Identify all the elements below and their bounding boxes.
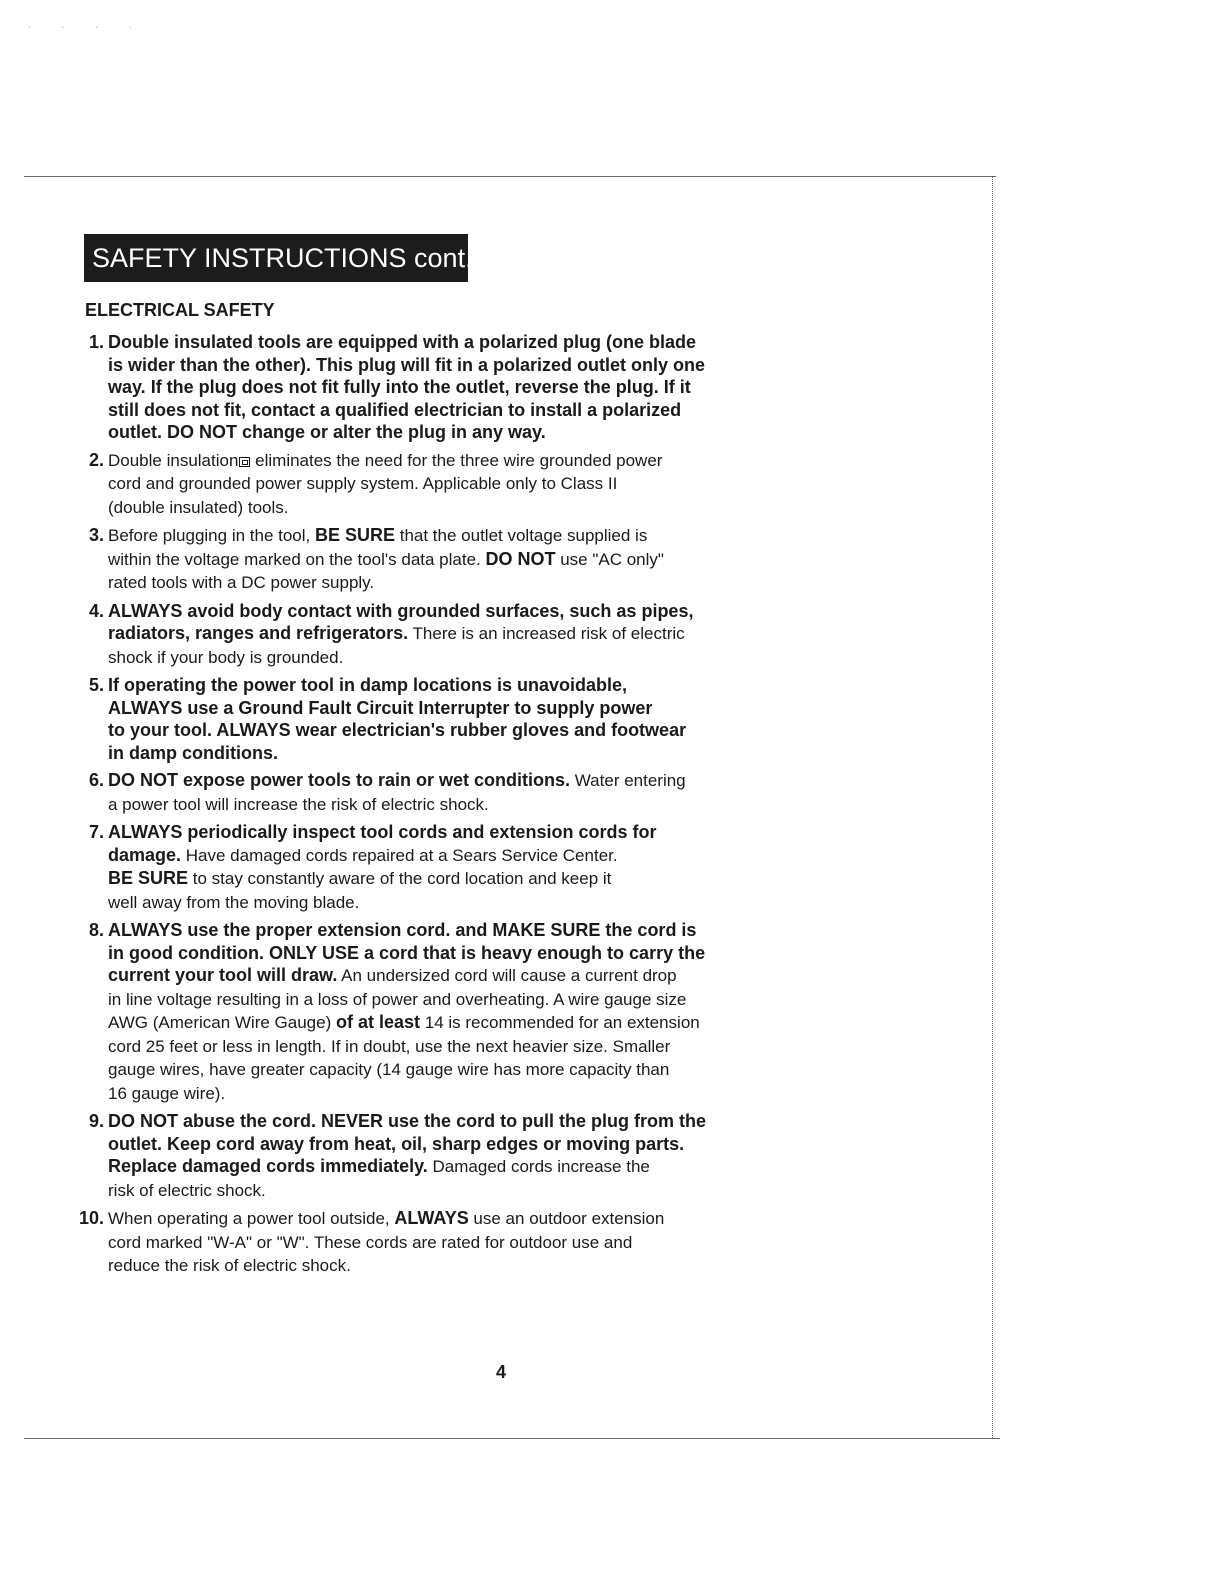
body-text: well away from the moving blade. [108, 892, 360, 912]
item-line [108, 646, 834, 670]
bold-text: DO NOT [485, 548, 556, 569]
body-text: reduce the risk of electric shock. [108, 1256, 351, 1275]
list-item [74, 449, 834, 520]
list-item [74, 919, 834, 1105]
bold-text: DO NOT abuse the cord. NEVER use the cord to pull the plug from the [108, 1111, 707, 1131]
section-banner: SAFETY INSTRUCTIONS cont. [84, 234, 468, 282]
list-item [74, 600, 834, 670]
item-number: 9. [88, 1111, 104, 1131]
item-line [108, 1207, 834, 1231]
body-text: to stay constantly aware of the cord location and keep it [188, 869, 612, 888]
body-text: a power tool will increase the risk of electric shock. [108, 794, 489, 814]
item-line [108, 769, 834, 793]
item-line [108, 1035, 834, 1059]
list-item [74, 331, 834, 444]
item-line [108, 793, 834, 817]
item-line [108, 1133, 834, 1156]
body-text: Have damaged cords repaired at a Sears Service Center. [181, 845, 618, 865]
item-line [108, 988, 834, 1012]
list-item [74, 674, 834, 764]
bold-text: If operating the power tool in damp locations is unavoidable, [108, 675, 628, 695]
body-text: use an outdoor extension [468, 1209, 665, 1228]
item-line [108, 600, 834, 623]
bold-text: ALWAYS periodically inspect tool cords and extension cords for [108, 822, 657, 842]
body-text: eliminates the need for the three wire grounded power [250, 450, 663, 470]
item-line [108, 472, 834, 496]
item-line [108, 1179, 834, 1203]
item-line [108, 1231, 834, 1255]
body-text: cord 25 feet or less in length. If in doubt, use the next heavier size. Smaller [108, 1036, 671, 1056]
item-line [108, 1082, 834, 1106]
item-line [108, 1110, 834, 1133]
bold-text: radiators, ranges and refrigerators. [108, 623, 409, 643]
bold-text: BE SURE [108, 868, 189, 888]
bold-text: outlet. DO NOT change or alter the plug in any way. [108, 422, 546, 442]
bold-text: in damp conditions. [108, 742, 278, 763]
body-text: rated tools with a DC power supply. [108, 573, 375, 592]
body-text: cord marked "W-A" or "W". These cords are rated for outdoor use and [108, 1232, 633, 1252]
body-text: Water entering [570, 771, 686, 790]
item-line [108, 331, 834, 354]
list-item [74, 1110, 834, 1202]
item-line [108, 421, 834, 444]
item-line [108, 844, 834, 868]
bold-text: is wider than the other). This plug will fit in a polarized outlet only one [108, 354, 706, 375]
body-text: Double insulation [108, 450, 239, 470]
item-line [108, 942, 834, 965]
list-item [74, 769, 834, 816]
item-number: 1. [88, 332, 104, 352]
bold-text: way. If the plug does not fit fully into the outlet, reverse the plug. If it [108, 377, 691, 397]
item-number: 2. [88, 449, 104, 470]
body-text: AWG (American Wire Gauge) [108, 1013, 336, 1032]
item-line [108, 697, 834, 720]
item-number: 4. [88, 600, 104, 621]
bold-text: Replace damaged cords immediately. [108, 1156, 428, 1176]
item-line [108, 821, 834, 844]
right-border [992, 176, 993, 1438]
list-item [74, 821, 834, 914]
item-line [108, 399, 834, 422]
bold-text: of at least [335, 1012, 421, 1032]
item-line [108, 449, 834, 473]
body-text: that the outlet voltage supplied is [395, 526, 648, 545]
item-number: 10. [78, 1208, 104, 1228]
bold-text: ALWAYS use the proper extension cord. and MAKE SURE the cord is [108, 920, 697, 940]
body-text: risk of electric shock. [108, 1180, 266, 1200]
body-text: There is an increased risk of electric [408, 624, 685, 643]
double-square-icon [239, 457, 250, 467]
bold-text: DO NOT expose power tools to rain or wet conditions. [108, 770, 571, 790]
item-line [108, 571, 834, 595]
body-text: shock if your body is grounded. [108, 647, 344, 667]
item-number: 8. [88, 920, 104, 940]
item-line [108, 1058, 834, 1082]
item-line [108, 622, 834, 646]
item-number: 7. [88, 822, 104, 842]
body-text: Damaged cords increase the [427, 1157, 650, 1176]
item-line [108, 1011, 834, 1035]
item-line [108, 742, 834, 765]
body-text: (double insulated) tools. [108, 497, 289, 517]
page-number: 4 [496, 1362, 507, 1382]
item-line [108, 1155, 834, 1179]
top-rule [24, 176, 996, 177]
safety-list [74, 331, 834, 1283]
bold-text: still does not fit, contact a qualified electrician to install a polarized [108, 399, 682, 420]
body-text: When operating a power tool outside, [108, 1209, 395, 1228]
item-line [108, 964, 834, 988]
item-line [108, 867, 834, 891]
item-line [108, 376, 834, 399]
item-number: 5. [88, 675, 104, 695]
body-text: in line voltage resulting in a loss of power and overheating. A wire gauge size [108, 989, 687, 1009]
bottom-rule [24, 1438, 1000, 1439]
section-heading: ELECTRICAL SAFETY [85, 300, 275, 320]
body-text: use "AC only" [555, 549, 664, 569]
item-line [108, 496, 834, 520]
bold-text: BE SURE [314, 525, 395, 545]
item-line [108, 919, 834, 942]
bold-text: Double insulated tools are equipped with a polarized plug (one blade [108, 332, 697, 352]
bold-text: ALWAYS use a Ground Fault Circuit Interrupter to supply power [108, 697, 653, 718]
list-item [74, 1207, 834, 1278]
item-line [108, 548, 834, 572]
bold-text: current your tool will draw. [108, 965, 338, 985]
bold-text: ALWAYS [394, 1208, 469, 1228]
body-text: 14 is recommended for an extension [420, 1013, 700, 1032]
item-number: 3. [88, 525, 104, 545]
item-line [108, 719, 834, 742]
body-text: Before plugging in the tool, [108, 526, 315, 545]
item-line [108, 674, 834, 697]
body-text: An undersized cord will cause a current drop [337, 966, 677, 985]
bold-text: ALWAYS avoid body contact with grounded surfaces, such as pipes, [108, 600, 694, 621]
item-number: 6. [88, 770, 104, 790]
body-text: 16 gauge wire). [108, 1083, 226, 1103]
scan-specks: . . . . [28, 20, 146, 31]
body-text: gauge wires, have greater capacity (14 gauge wire has more capacity than [108, 1060, 670, 1079]
item-line [108, 1254, 834, 1278]
body-text: cord and grounded power supply system. Applicable only to Class II [108, 474, 618, 493]
body-text: within the voltage marked on the tool's data plate. [108, 549, 486, 569]
list-item [74, 524, 834, 595]
bold-text: damage. [108, 844, 182, 865]
item-line [108, 354, 834, 377]
bold-text: outlet. Keep cord away from heat, oil, sharp edges or moving parts. [108, 1133, 685, 1154]
item-line [108, 891, 834, 915]
bold-text: to your tool. ALWAYS wear electrician's rubber gloves and footwear [108, 720, 687, 740]
item-line [108, 524, 834, 548]
bold-text: in good condition. ONLY USE a cord that is heavy enough to carry the [108, 942, 706, 963]
